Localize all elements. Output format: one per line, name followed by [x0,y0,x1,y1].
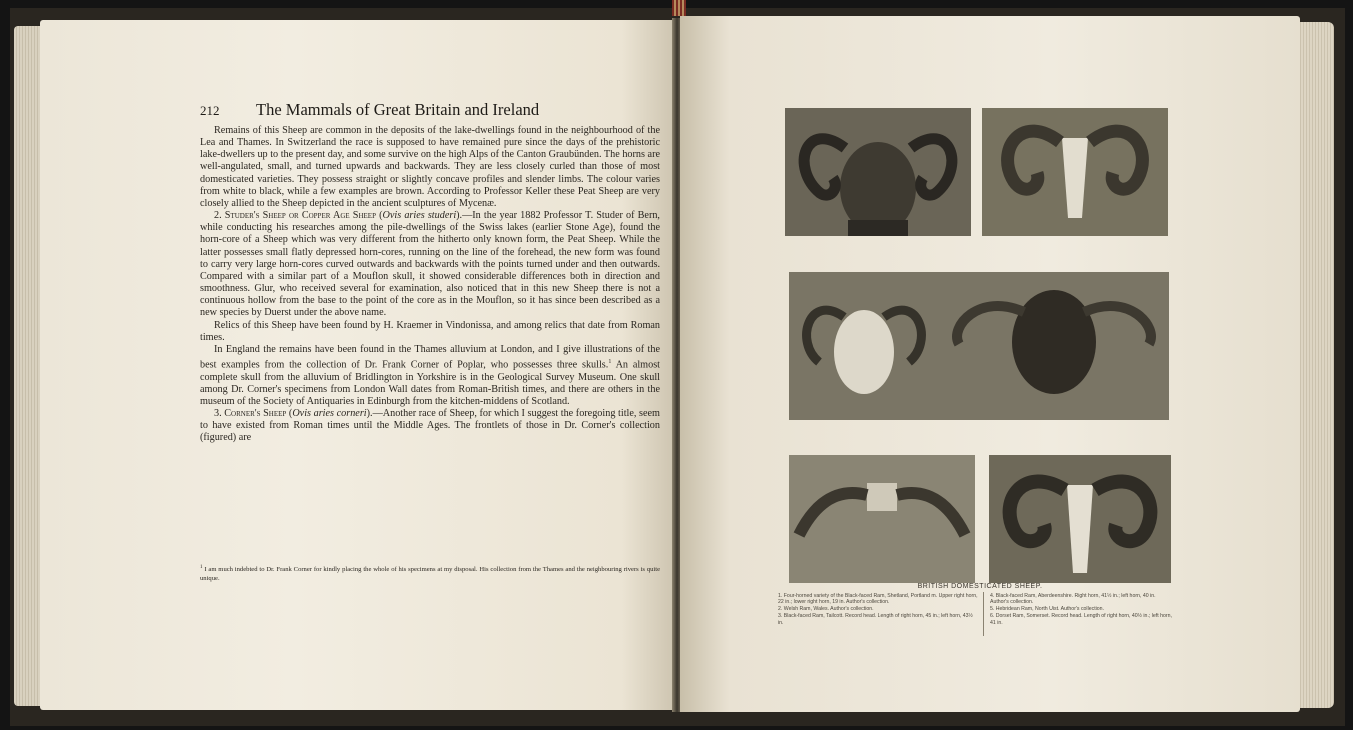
plate-photo-3-4 [789,272,1169,420]
caption-item: 2. Welsh Ram, Wales. Author's collection. [778,606,874,613]
body-text [200,125,660,444]
text-run: 2. [214,210,225,222]
page-edges-right [1298,22,1334,708]
caption-item: 5. Hebridean Ram, North Uist. Author's collection. [990,606,1105,613]
text-run: In England the remains have been found in the Thames alluvium at London, and I give illustrations of the best examples from the collection of Dr. Frank Corner of Poplar, who possesses three skulls. [200,343,660,371]
text-run: ).—Another race of Sheep, for which I suggest the foregoing title, seem to have existed from Roman times until the Middle Ages. The frontlets of those in Dr. Corner's collection (figured) are [200,407,660,444]
plate-photo-2 [982,108,1168,236]
ram-skull-photo-2 [989,455,1171,583]
running-head [200,100,670,120]
text-run: ).—In the year 1882 Professor T. Studer of Bern, while conducting his researches among the pile-dwellings of the Swiss lakes (earlier Stone Age), found the horn-core of a Sheep which was very different from the hitherto only known form, the Peat Sheep. While the latter possesses small flatly depressed horn-cores, running on the line of the forehead, the new form was found to carry very large horn-cores curved outwards and backwards with the points turned under and then outwards. Compared with a similar part of a Mouflon skull, it showed considerable differences both in direction and smoothness. Glur, who received several for examination, also noticed that in this new Sheep there is not a continuous hollow from the base to the point of the core as in the Mouflon, so it has since been described as a new species by Duerst under the above name. [200,210,660,319]
text-run: An almost complete skull from the alluvium of Bridlington in Yorkshire is in the Geological Survey Museum. One skull among Dr. Corner's specimens from London Wall dates from Roman-British times, and there are others in the museum of the Society of Antiquaries in Edinburgh from the kitchen-middens of Scotland. [200,359,660,407]
caption-left [778,593,978,627]
paragraph [200,210,660,319]
paragraph [200,320,660,344]
plate-photo-5 [789,455,975,583]
caption-divider [983,592,984,636]
caption-right [990,593,1172,627]
race-heading: Corner's Sheep [224,407,287,419]
text-run: Remains of this Sheep are common in the deposits of the lake-dwellings found in the neighbourhood of the Lea and Thames. In Switzerland the race is supposed to have remained pure since the days of the prehistoric lake-dwellers up to the present day, and some survive on the high Alps of the Canton Graubünden. The horns are well-angulated, small, and turned upwards and backwards. They are less closely curled than those of most domesticated varieties. They possess straight or slightly concave profiles and slender limbs. The colour varies from white to black, while a few examples are brown. According to Professor Keller these Peat Sheep are very closely allied to the Sheep depicted in the ancient sculptures of Mycenæ. [200,125,660,209]
caption-item: 6. Dorset Ram, Somerset. Record head. Length of right horn, 40½ in.; left horn, 41 in. [990,613,1172,626]
paragraph [200,408,660,444]
text-run: ( [286,407,293,419]
caption-item: 1. Four-horned variety of the Black-faced Ram, Shetland, Portland m. Upper right horn, 22 in.; lower right horn, 19 in. Author's collection. [778,593,978,606]
ram-skull-photo [982,108,1168,236]
paragraph [200,125,660,210]
species-name: Ovis aries studeri [382,210,457,222]
footnote-ref: 1 [608,358,612,365]
page-number: 212 [200,103,220,118]
headband [672,0,686,16]
plate-title: BRITISH DOMESTICATED SHEEP. [917,583,1043,590]
ram-head-photo [785,108,971,236]
caption-item: 3. Black-faced Ram, Tailcott. Record head. Length of right horn, 45 in.; left horn, 43½ in. [778,613,973,626]
text-run: Relics of this Sheep have been found by H. Kraemer in Vindonissa, and among relics that date from Roman times. [200,319,660,343]
text-run: ( [375,210,383,222]
running-title: The Mammals of Great Britain and Ireland [256,100,540,119]
caption-item: 4. Black-faced Ram, Aberdeenshire. Right horn, 41½ in.; left horn, 40 in. Author's collection. [990,593,1156,606]
page-edges-left [14,26,42,706]
footnote-marker: 1 [200,565,203,570]
plate-photo-6 [989,455,1171,583]
ram-heads-pair-photo [789,272,1169,420]
footnote [200,564,660,583]
species-name: Ovis aries corneri [292,407,367,419]
plate-photo-1 [785,108,971,236]
ram-frontlet-photo [789,455,975,583]
text-run: 3. [214,407,225,419]
paragraph [200,344,660,408]
race-heading: Studer's Sheep or Copper Age Sheep [224,210,376,222]
footnote-text: I am much indebted to Dr. Frank Corner for kindly placing the whole of his specimens at my disposal. His collection from the Thames and the neighbouring rivers is quite unique. [200,566,660,582]
